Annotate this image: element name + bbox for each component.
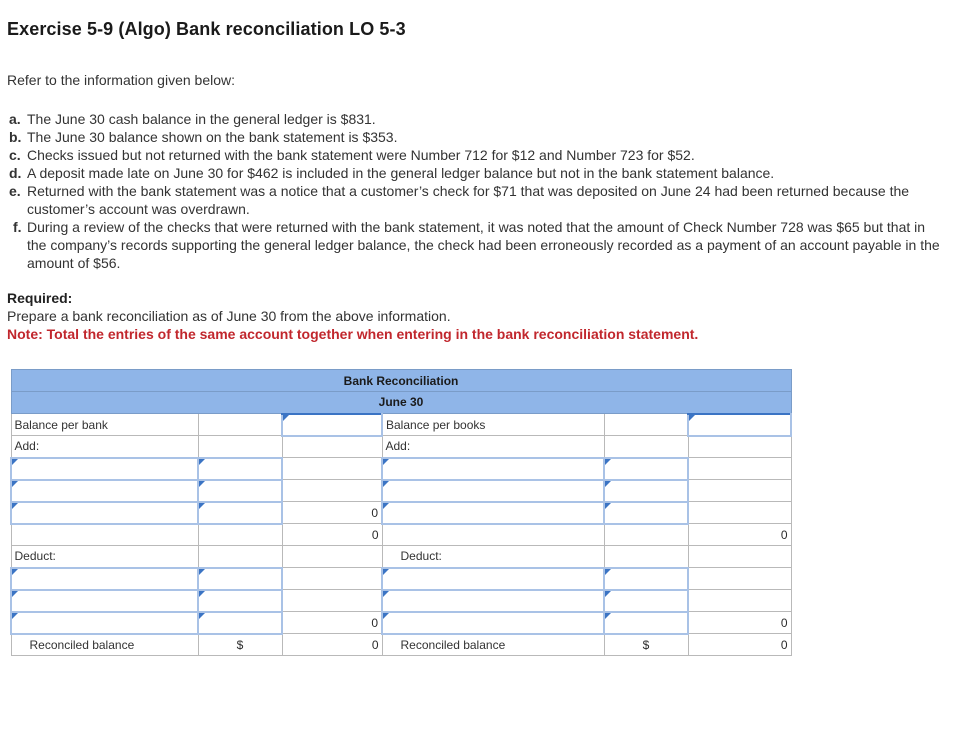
required-section [7,289,698,343]
table-title: Bank Reconciliation [11,370,791,392]
item-text: A deposit made late on June 30 for $462 is included in the general ledger balance but not in the bank statement balance. [27,165,775,181]
intro-text: Refer to the information given below: [7,72,236,88]
empty-cell [198,546,282,568]
item-label: a. [9,111,21,127]
bank-add-amount-input[interactable] [198,502,282,524]
item-label: f. [13,219,22,235]
bank-deduct-subtotal: 0 [282,612,382,634]
empty-cell [604,414,688,436]
table-row [11,414,791,436]
empty-cell [198,524,282,546]
books-after-add-total: 0 [688,524,791,546]
bank-after-add-total: 0 [282,524,382,546]
empty-cell [604,524,688,546]
empty-cell [688,480,791,502]
bank-add-desc-input[interactable] [11,502,198,524]
item-text: Checks issued but not returned with the bank statement were Number 712 for $12 and Number 723 for $52. [27,147,695,163]
balance-per-bank-input[interactable] [282,414,382,436]
bank-deduct-desc-input[interactable] [11,568,198,590]
empty-cell [688,568,791,590]
books-deduct-amount-input[interactable] [604,568,688,590]
empty-cell [604,546,688,568]
table-row [11,524,791,546]
books-add-label: Add: [382,436,604,458]
empty-cell [282,568,382,590]
item-label: d. [9,165,22,181]
table-row [11,590,791,612]
books-reconciled-label: Reconciled balance [382,634,604,656]
books-deduct-desc-input[interactable] [382,568,604,590]
empty-cell [282,546,382,568]
table-row [11,458,791,480]
bank-add-desc-input[interactable] [11,480,198,502]
required-prompt: Prepare a bank reconciliation as of June 30 from the above information. [7,308,451,324]
books-deduct-amount-input[interactable] [604,590,688,612]
empty-cell [688,546,791,568]
bank-deduct-amount-input[interactable] [198,590,282,612]
bank-add-label: Add: [11,436,198,458]
empty-cell [604,436,688,458]
bank-reconciled-currency: $ [198,634,282,656]
balance-per-bank-label: Balance per bank [11,414,198,436]
item-text: The June 30 cash balance in the general ledger is $831. [27,111,376,127]
balance-per-books-label: Balance per books [382,414,604,436]
item-label: e. [9,183,21,199]
empty-cell [198,414,282,436]
bank-add-amount-input[interactable] [198,458,282,480]
list-item [9,146,944,164]
list-item [9,128,944,146]
table-row [11,568,791,590]
required-note: Note: Total the entries of the same account together when entering in the bank reconciliation statement. [7,326,699,342]
table-row [11,612,791,634]
books-deduct-desc-input[interactable] [382,612,604,634]
books-add-amount-input[interactable] [604,502,688,524]
balance-per-books-input[interactable] [688,414,791,436]
empty-cell [282,480,382,502]
bank-deduct-desc-input[interactable] [11,590,198,612]
empty-cell [198,436,282,458]
table-row [11,480,791,502]
empty-cell [282,590,382,612]
books-reconciled-currency: $ [604,634,688,656]
books-deduct-label: Deduct: [382,546,604,568]
list-item [9,218,944,272]
bank-reconciled-value: 0 [282,634,382,656]
table-row [11,634,791,656]
books-deduct-desc-input[interactable] [382,590,604,612]
bank-add-subtotal: 0 [282,502,382,524]
books-deduct-amount-input[interactable] [604,612,688,634]
bank-deduct-amount-input[interactable] [198,568,282,590]
empty-cell [11,524,198,546]
required-heading: Required: [7,290,73,306]
table-row [11,436,791,458]
info-list [9,110,944,272]
item-label: c. [9,147,21,163]
empty-cell [282,458,382,480]
books-add-amount-input[interactable] [604,458,688,480]
books-add-desc-input[interactable] [382,480,604,502]
bank-reconciliation-table [10,369,792,656]
item-text: Returned with the bank statement was a notice that a customer’s check for $71 that was deposited on June 24 had been returned because the customer’s account was overdrawn. [27,183,910,217]
table-row [11,502,791,524]
empty-cell [382,524,604,546]
empty-cell [688,458,791,480]
empty-cell [688,502,791,524]
books-add-desc-input[interactable] [382,458,604,480]
item-label: b. [9,129,22,145]
bank-add-amount-input[interactable] [198,480,282,502]
table-row [11,546,791,568]
books-reconciled-value: 0 [688,634,791,656]
empty-cell [688,590,791,612]
books-add-amount-input[interactable] [604,480,688,502]
item-text: During a review of the checks that were returned with the bank statement, it was noted that the amount of Check Number 728 was $65 but that in the company’s records supporting the general ledger balance, the check had been erroneously recorded as a payment of an account payable in the amount of $56. [27,219,940,271]
table-date: June 30 [11,392,791,414]
bank-deduct-desc-input[interactable] [11,612,198,634]
bank-add-desc-input[interactable] [11,458,198,480]
empty-cell [282,436,382,458]
list-item [9,164,944,182]
item-text: The June 30 balance shown on the bank statement is $353. [27,129,398,145]
bank-deduct-amount-input[interactable] [198,612,282,634]
bank-deduct-label: Deduct: [11,546,198,568]
list-item [9,182,944,218]
books-add-desc-input[interactable] [382,502,604,524]
bank-reconciled-label: Reconciled balance [11,634,198,656]
list-item [9,110,944,128]
books-deduct-subtotal: 0 [688,612,791,634]
page-title: Exercise 5-9 (Algo) Bank reconciliation LO 5-3 [7,19,406,39]
empty-cell [688,436,791,458]
